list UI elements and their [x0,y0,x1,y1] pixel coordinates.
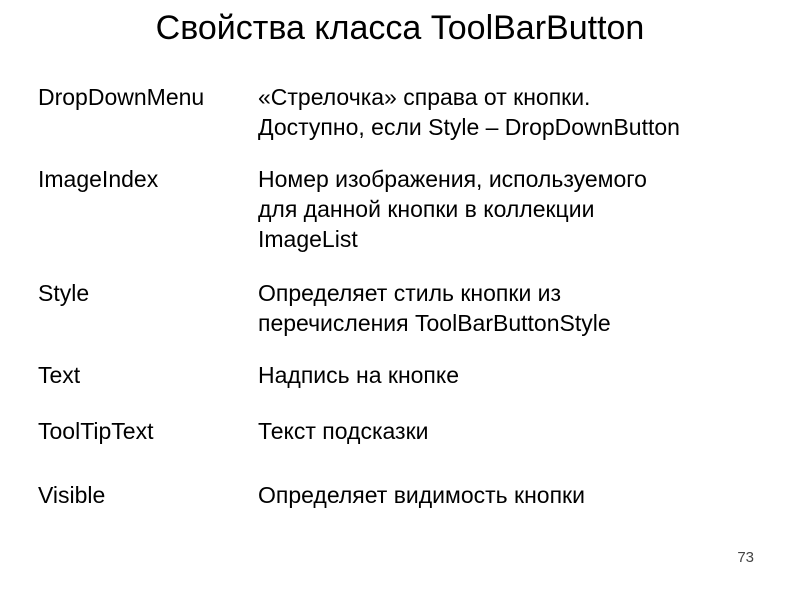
table-row [28,158,772,272]
table-row [28,474,772,530]
page-number: 73 [737,549,754,566]
table-row [28,76,772,158]
slide-title: Свойства класса ToolBarButton [155,9,645,47]
description-line: перечисления ToolBarButtonStyle [258,310,611,336]
property-name: ImageIndex [38,166,159,192]
table-row [28,354,772,410]
description-line: Доступно, если Style – DropDownButton [258,114,680,140]
property-description [248,272,772,354]
description-line: ImageList [258,226,358,252]
property-name: Text [38,362,81,388]
description-line: Надпись на кнопке [258,362,460,388]
table-row [28,272,772,354]
property-description [248,158,772,272]
description-line: Определяет видимость кнопки [258,482,585,508]
property-description [248,474,772,530]
properties-table [28,76,772,530]
property-name: DropDownMenu [38,84,205,110]
description-line: Текст подсказки [258,418,429,444]
description-line: «Стрелочка» справа от кнопки. [258,84,591,110]
table-row [28,410,772,474]
property-name: Visible [38,482,106,508]
property-description [248,410,772,474]
property-name: ToolTipText [38,418,154,444]
property-description [248,76,772,158]
property-description [248,354,772,410]
property-name: Style [38,280,90,306]
description-line: Номер изображения, используемого [258,166,647,192]
description-line: для данной кнопки в коллекции [258,196,595,222]
description-line: Определяет стиль кнопки из [258,280,562,306]
